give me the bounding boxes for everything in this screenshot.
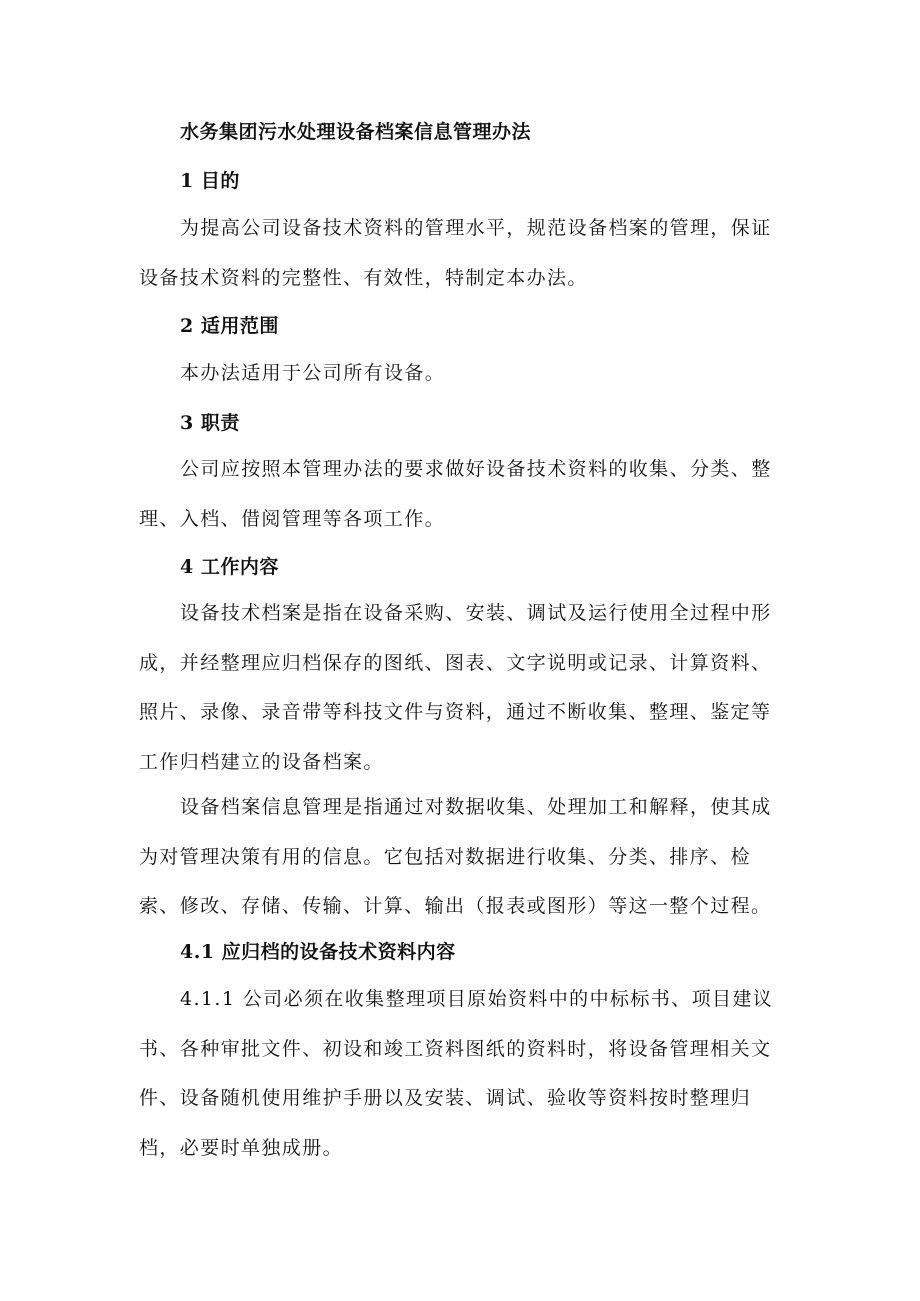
section-heading-work-content: 4 工作内容 [180,556,279,578]
paragraph-responsibility: 公司应按照本管理办法的要求做好设备技术资料的收集、分类、整理、入档、借阅管理等各项工作。 [139,458,772,530]
section-heading-purpose: 1 目的 [180,170,240,192]
paragraph-archive-content: 4.1.1 公司必须在收集整理项目原始资料中的中标标书、项目建议书、各种审批文件、初设和竣工资料图纸的资料时，将设备管理相关文件、设备随机使用维护手册以及安装、调试、验收等资料按时整理归档，必要时单独成册。 [139,988,774,1159]
paragraph-purpose: 为提高公司设备技术资料的管理水平，规范设备档案的管理，保证设备技术资料的完整性、有效性，特制定本办法。 [139,217,772,289]
section-heading-archive-content: 4.1 应归档的设备技术资料内容 [180,941,456,963]
paragraph-work-content-1: 设备技术档案是指在设备采购、安装、调试及运行使用全过程中形成，并经整理应归档保存的图纸、图表、文字说明或记录、计算资料、照片、录像、录音带等科技文件与资料，通过不断收集、整理、鉴定等工作归档建立的设备档案。 [139,602,772,773]
paragraph-scope: 本办法适用于公司所有设备。 [180,362,446,384]
section-heading-scope: 2 适用范围 [180,315,279,337]
document-title: 水务集团污水处理设备档案信息管理办法 [180,121,532,143]
section-heading-responsibility: 3 职责 [180,412,240,434]
paragraph-work-content-2: 设备档案信息管理是指通过对数据收集、处理加工和解释，使其成为对管理决策有用的信息。它包括对数据进行收集、分类、排序、检索、修改、存储、传输、计算、输出（报表或图形）等这一整个过程。 [139,796,772,917]
